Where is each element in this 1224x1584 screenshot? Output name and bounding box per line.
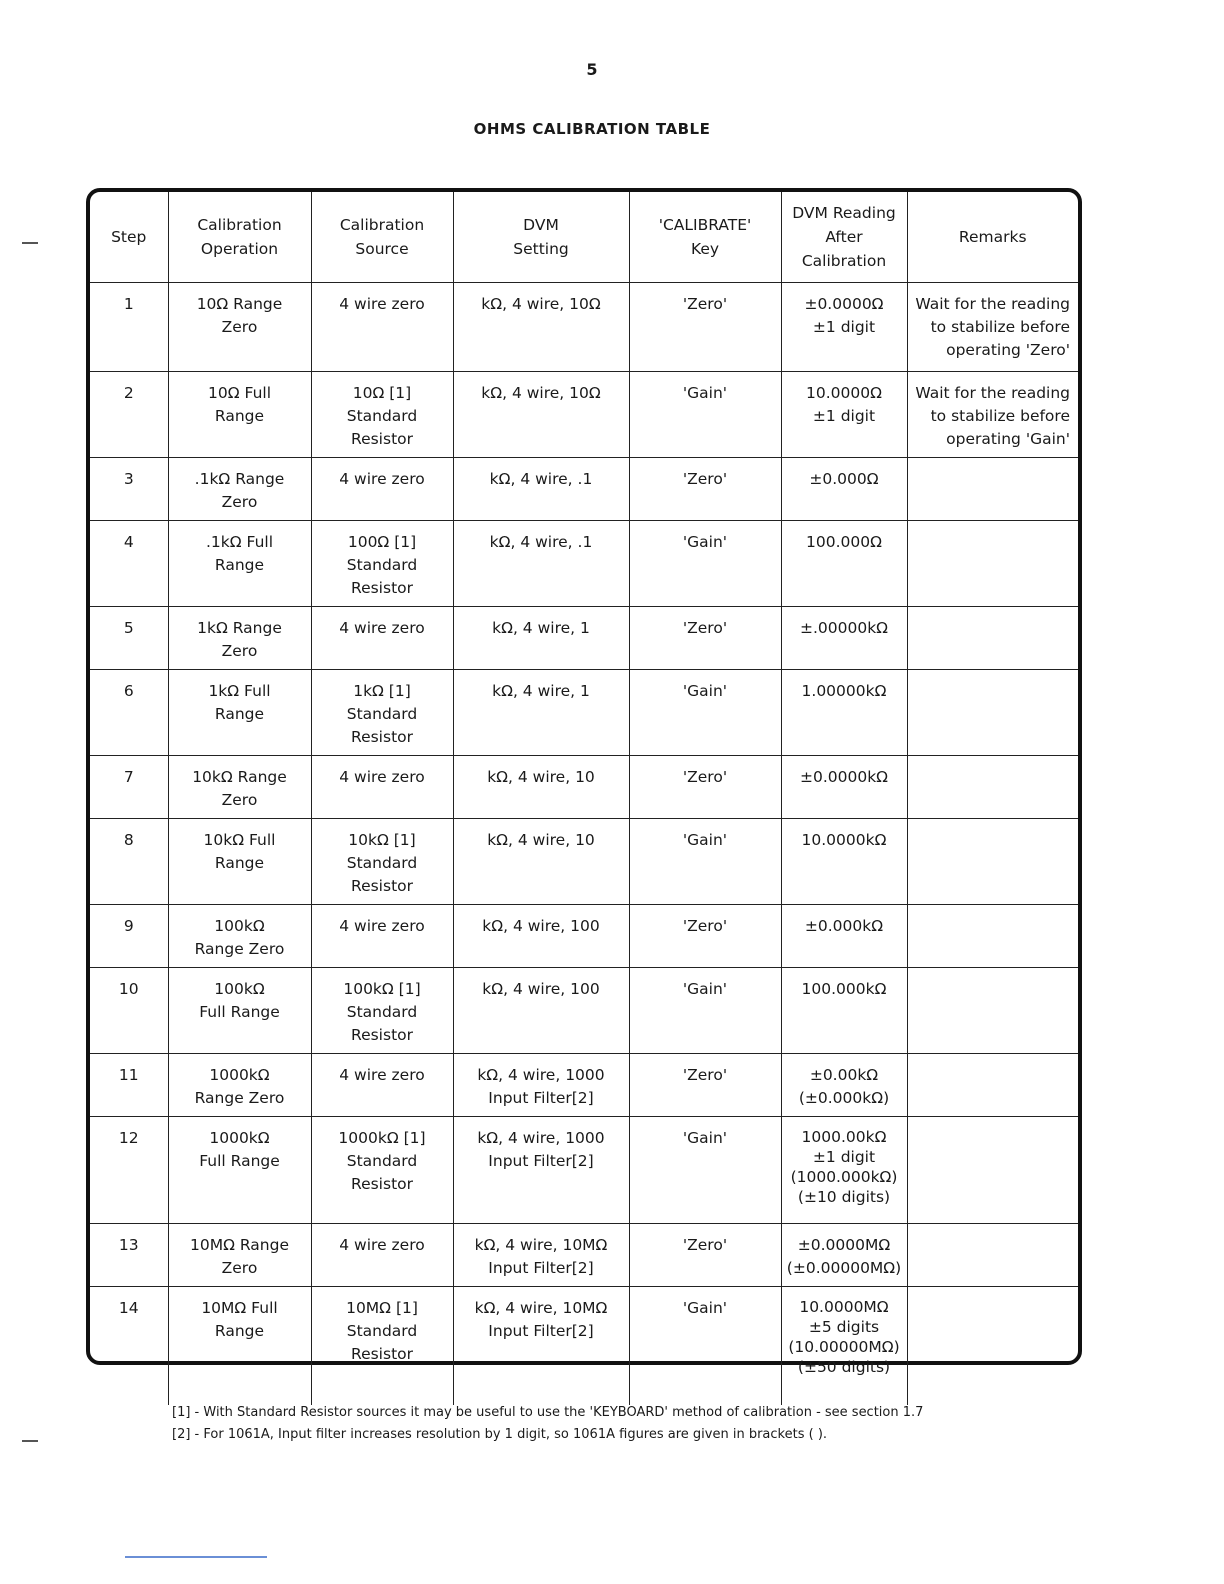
cell-setting: kΩ, 4 wire, .1 <box>453 458 629 521</box>
cell-source: 4 wire zero <box>311 607 453 670</box>
cell-source: 10Ω [1] Standard Resistor <box>311 372 453 458</box>
cell-operation: 10Ω Range Zero <box>168 283 311 372</box>
table-row <box>90 905 1078 968</box>
cell-reading: 1000.00kΩ ±1 digit (1000.000kΩ) (±10 digits) <box>781 1117 907 1224</box>
cell-reading: ±.00000kΩ <box>781 607 907 670</box>
cell-setting: kΩ, 4 wire, 100 <box>453 905 629 968</box>
table-row <box>90 968 1078 1054</box>
cell-reading: ±0.0000kΩ <box>781 756 907 819</box>
cell-key: 'Zero' <box>629 1054 781 1117</box>
page-title: OHMS CALIBRATION TABLE <box>473 120 711 138</box>
cell-source: 4 wire zero <box>311 756 453 819</box>
cell-operation: 100kΩ Full Range <box>168 968 311 1054</box>
cell-remarks <box>907 1224 1078 1287</box>
cell-remarks <box>907 1117 1078 1224</box>
header-step: Step <box>90 192 168 283</box>
cell-key: 'Gain' <box>629 1287 781 1405</box>
cell-step: 13 <box>90 1224 168 1287</box>
footer-rule <box>125 1556 267 1558</box>
cell-key: 'Zero' <box>629 458 781 521</box>
cell-source: 4 wire zero <box>311 1054 453 1117</box>
table-row <box>90 458 1078 521</box>
header-source: Calibration Source <box>311 192 453 283</box>
cell-step: 14 <box>90 1287 168 1405</box>
cell-key: 'Gain' <box>629 372 781 458</box>
table-header-row <box>90 192 1078 283</box>
cell-operation: 10kΩ Range Zero <box>168 756 311 819</box>
cell-remarks <box>907 905 1078 968</box>
table-row <box>90 1287 1078 1405</box>
header-remarks: Remarks <box>907 192 1078 283</box>
cell-reading: ±0.000Ω <box>781 458 907 521</box>
cell-key: 'Zero' <box>629 283 781 372</box>
cell-reading: ±0.00kΩ (±0.000kΩ) <box>781 1054 907 1117</box>
cell-remarks <box>907 1287 1078 1405</box>
cell-source: 10kΩ [1] Standard Resistor <box>311 819 453 905</box>
cell-reading: ±0.0000Ω ±1 digit <box>781 283 907 372</box>
cell-key: 'Gain' <box>629 819 781 905</box>
cell-key: 'Gain' <box>629 968 781 1054</box>
cell-remarks <box>907 1054 1078 1117</box>
table-row <box>90 756 1078 819</box>
cell-source: 4 wire zero <box>311 905 453 968</box>
cell-operation: 100kΩ Range Zero <box>168 905 311 968</box>
cell-remarks <box>907 756 1078 819</box>
cell-operation: 1000kΩ Full Range <box>168 1117 311 1224</box>
cell-step: 12 <box>90 1117 168 1224</box>
cell-step: 8 <box>90 819 168 905</box>
cell-reading: 100.000kΩ <box>781 968 907 1054</box>
cell-remarks: Wait for the reading to stabilize before operating 'Zero' <box>907 283 1078 372</box>
cell-setting: kΩ, 4 wire, 10 <box>453 819 629 905</box>
cell-setting: kΩ, 4 wire, 10Ω <box>453 283 629 372</box>
table-row <box>90 1054 1078 1117</box>
cell-operation: 10MΩ Range Zero <box>168 1224 311 1287</box>
cell-source: 1000kΩ [1] Standard Resistor <box>311 1117 453 1224</box>
table-row <box>90 819 1078 905</box>
cell-operation: 1kΩ Full Range <box>168 670 311 756</box>
table-row <box>90 1117 1078 1224</box>
cell-step: 7 <box>90 756 168 819</box>
cell-source: 4 wire zero <box>311 1224 453 1287</box>
cell-setting: kΩ, 4 wire, 10MΩ Input Filter[2] <box>453 1287 629 1405</box>
cell-remarks <box>907 521 1078 607</box>
cell-key: 'Gain' <box>629 1117 781 1224</box>
cell-remarks <box>907 819 1078 905</box>
cell-key: 'Zero' <box>629 756 781 819</box>
margin-mark <box>22 1440 38 1442</box>
cell-operation: 10kΩ Full Range <box>168 819 311 905</box>
cell-operation: .1kΩ Full Range <box>168 521 311 607</box>
cell-step: 9 <box>90 905 168 968</box>
table-row <box>90 372 1078 458</box>
cell-key: 'Gain' <box>629 521 781 607</box>
cell-remarks <box>907 458 1078 521</box>
cell-reading: ±0.000kΩ <box>781 905 907 968</box>
cell-reading: 10.0000kΩ <box>781 819 907 905</box>
cell-setting: kΩ, 4 wire, 10MΩ Input Filter[2] <box>453 1224 629 1287</box>
cell-key: 'Gain' <box>629 670 781 756</box>
header-setting: DVM Setting <box>453 192 629 283</box>
cell-remarks: Wait for the reading to stabilize before operating 'Gain' <box>907 372 1078 458</box>
cell-step: 6 <box>90 670 168 756</box>
cell-key: 'Zero' <box>629 905 781 968</box>
cell-source: 1kΩ [1] Standard Resistor <box>311 670 453 756</box>
cell-key: 'Zero' <box>629 1224 781 1287</box>
cell-step: 1 <box>90 283 168 372</box>
ohms-calibration-table <box>90 192 1078 1405</box>
cell-source: 10MΩ [1] Standard Resistor <box>311 1287 453 1405</box>
cell-setting: kΩ, 4 wire, 1000 Input Filter[2] <box>453 1054 629 1117</box>
cell-step: 4 <box>90 521 168 607</box>
table-row <box>90 1224 1078 1287</box>
cell-reading: 100.000Ω <box>781 521 907 607</box>
cell-operation: 10MΩ Full Range <box>168 1287 311 1405</box>
margin-mark <box>22 242 38 244</box>
cell-remarks <box>907 968 1078 1054</box>
cell-setting: kΩ, 4 wire, 10Ω <box>453 372 629 458</box>
cell-reading: 10.0000MΩ ±5 digits (10.00000MΩ) (±50 digits) <box>781 1287 907 1405</box>
cell-setting: kΩ, 4 wire, .1 <box>453 521 629 607</box>
cell-setting: kΩ, 4 wire, 1 <box>453 670 629 756</box>
cell-source: 100kΩ [1] Standard Resistor <box>311 968 453 1054</box>
cell-remarks <box>907 670 1078 756</box>
cell-operation: 1000kΩ Range Zero <box>168 1054 311 1117</box>
footnotes <box>172 1402 923 1446</box>
cell-operation: 1kΩ Range Zero <box>168 607 311 670</box>
table-row <box>90 670 1078 756</box>
table-row <box>90 521 1078 607</box>
cell-key: 'Zero' <box>629 607 781 670</box>
cell-reading: 10.0000Ω ±1 digit <box>781 372 907 458</box>
cell-setting: kΩ, 4 wire, 1000 Input Filter[2] <box>453 1117 629 1224</box>
cell-setting: kΩ, 4 wire, 1 <box>453 607 629 670</box>
cell-remarks <box>907 607 1078 670</box>
header-key: 'CALIBRATE' Key <box>629 192 781 283</box>
cell-step: 2 <box>90 372 168 458</box>
footnote-1: [1] - With Standard Resistor sources it may be useful to use the 'KEYBOARD' method of calibration - see section 1.7 <box>172 1405 924 1420</box>
cell-step: 10 <box>90 968 168 1054</box>
page-number: 5 <box>586 60 598 79</box>
cell-setting: kΩ, 4 wire, 100 <box>453 968 629 1054</box>
table-row <box>90 607 1078 670</box>
cell-reading: 1.00000kΩ <box>781 670 907 756</box>
header-reading: DVM Reading After Calibration <box>781 192 907 283</box>
footnote-2: [2] - For 1061A, Input filter increases resolution by 1 digit, so 1061A figures are given in brackets ( ). <box>172 1427 828 1442</box>
cell-step: 3 <box>90 458 168 521</box>
table-row <box>90 283 1078 372</box>
cell-step: 5 <box>90 607 168 670</box>
cell-source: 4 wire zero <box>311 283 453 372</box>
cell-source: 100Ω [1] Standard Resistor <box>311 521 453 607</box>
calibration-table-frame <box>86 188 1082 1376</box>
cell-reading: ±0.0000MΩ (±0.00000MΩ) <box>781 1224 907 1287</box>
cell-operation: 10Ω Full Range <box>168 372 311 458</box>
header-operation: Calibration Operation <box>168 192 311 283</box>
cell-setting: kΩ, 4 wire, 10 <box>453 756 629 819</box>
cell-source: 4 wire zero <box>311 458 453 521</box>
cell-step: 11 <box>90 1054 168 1117</box>
cell-operation: .1kΩ Range Zero <box>168 458 311 521</box>
